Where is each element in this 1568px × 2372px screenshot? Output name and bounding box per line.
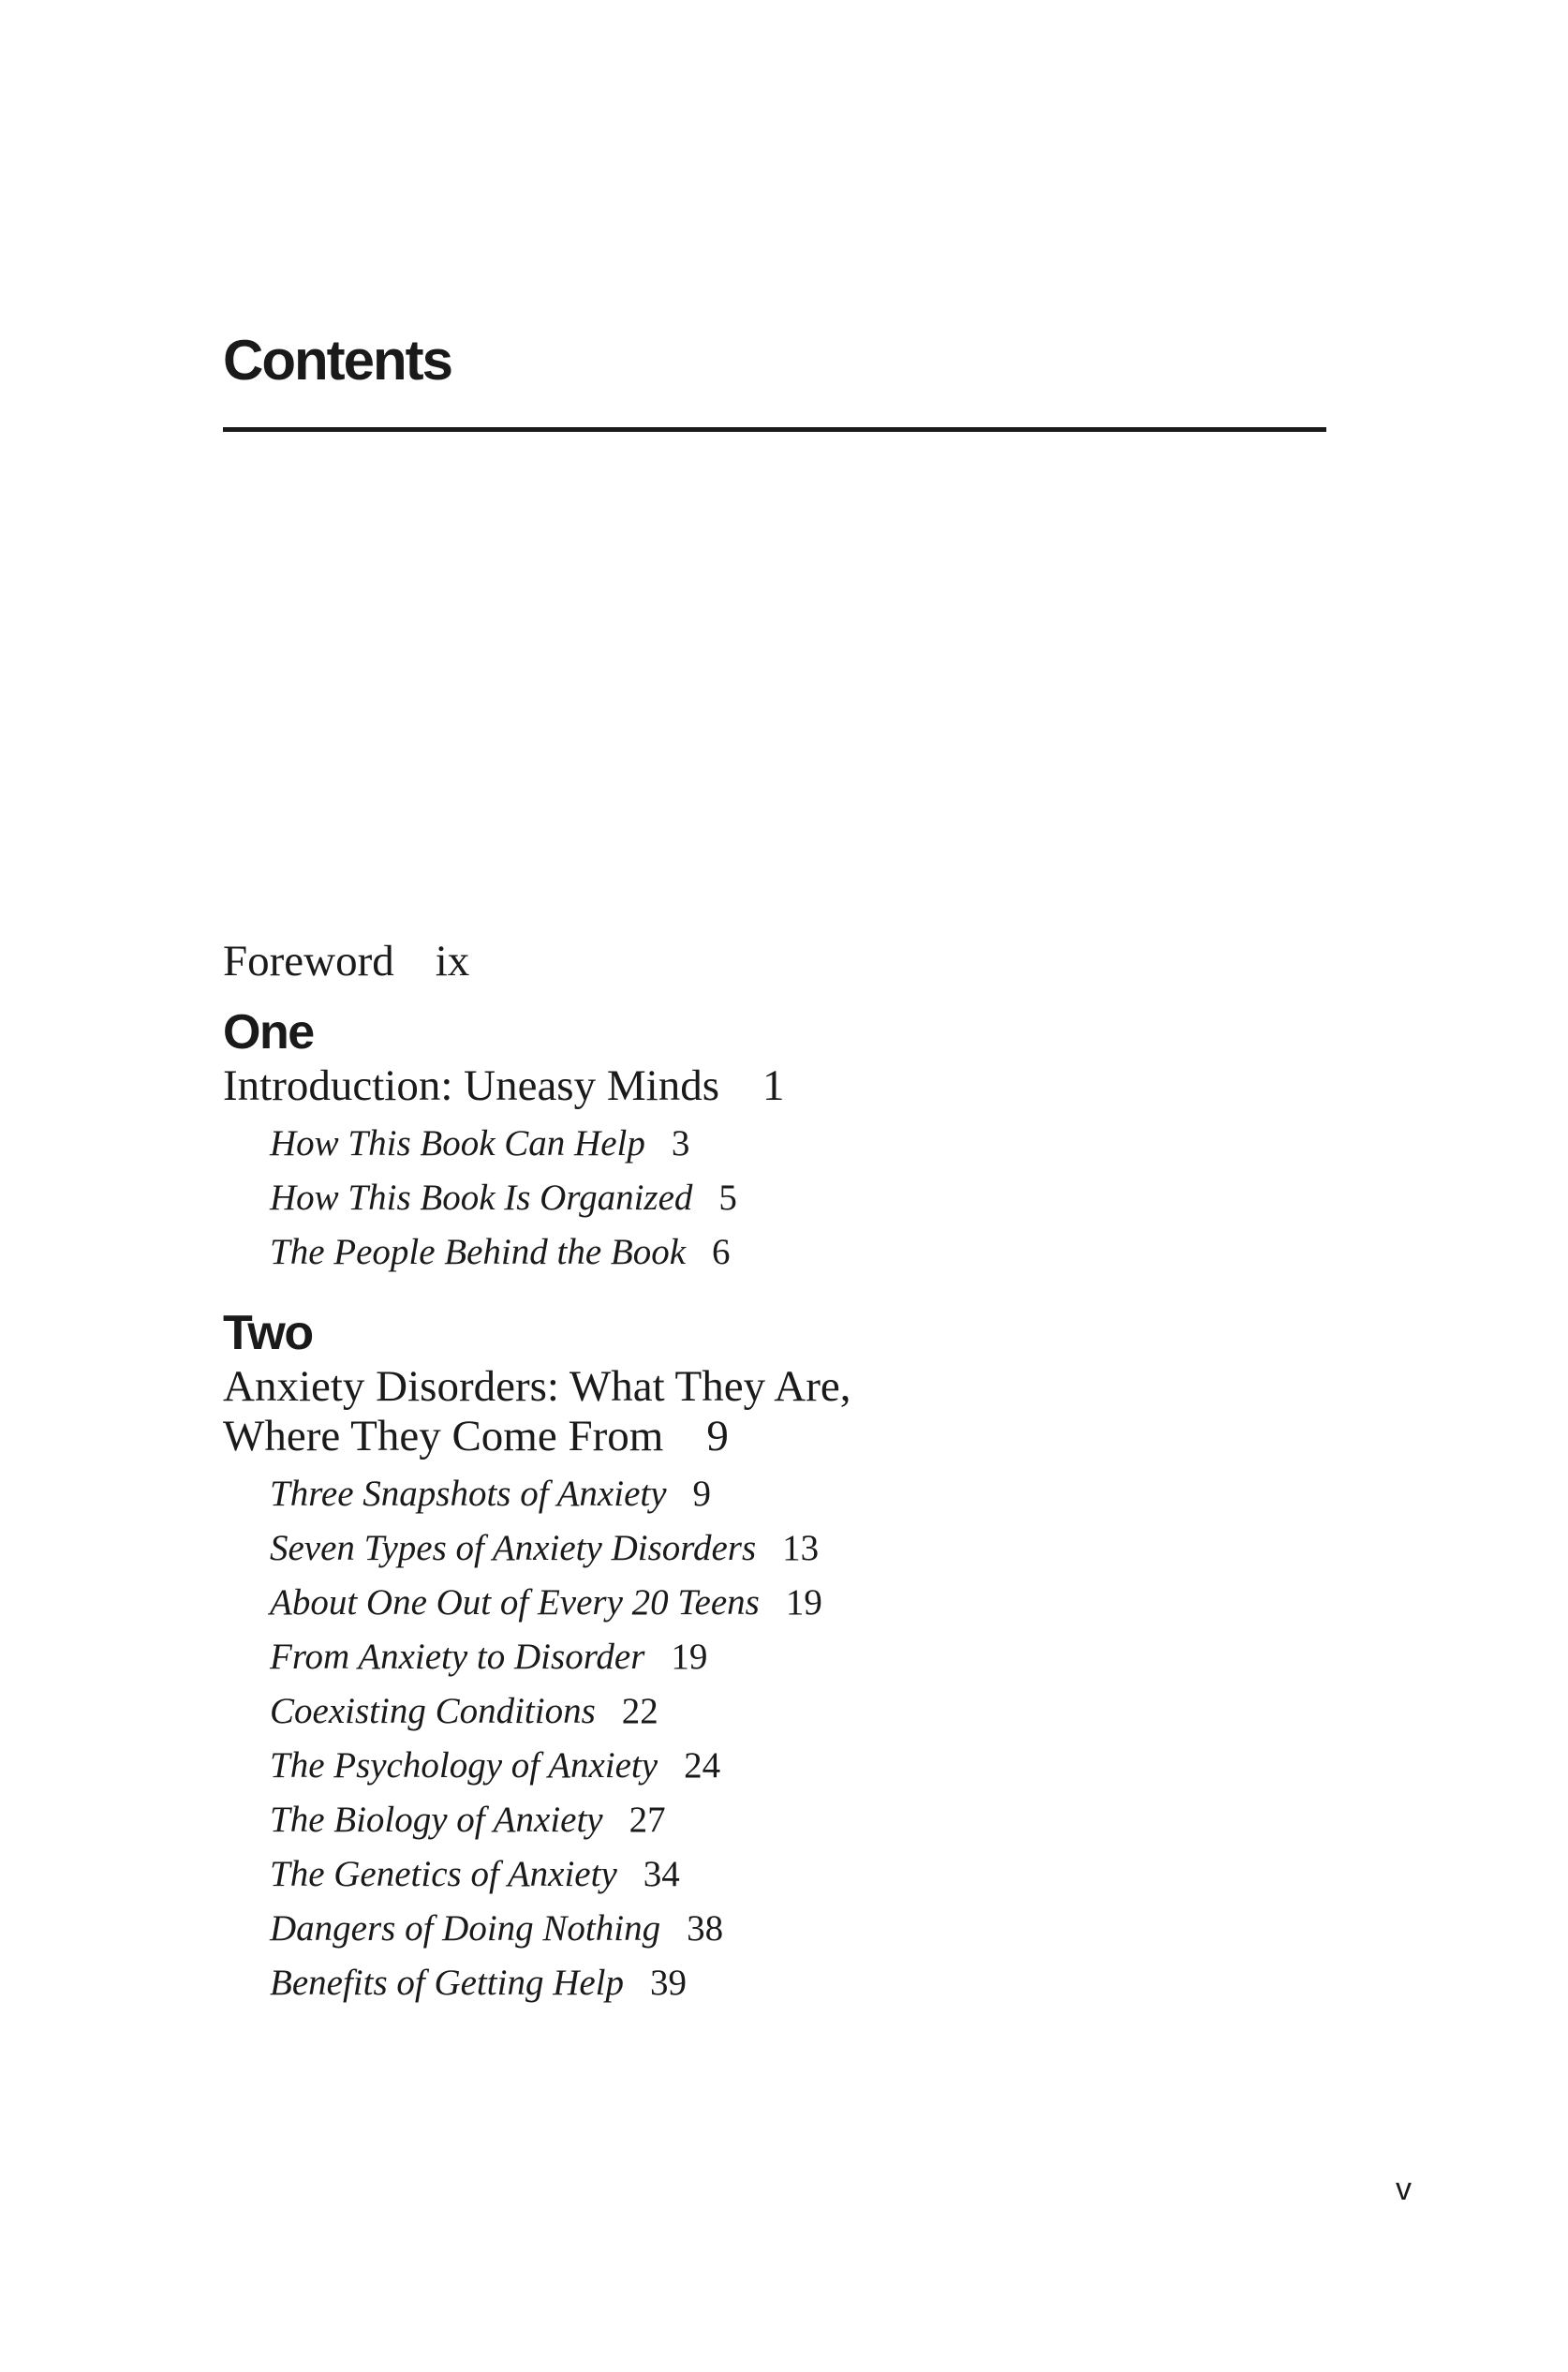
toc-section-label: Coexisting Conditions <box>270 1691 596 1731</box>
toc-section-page: 5 <box>718 1178 737 1218</box>
toc-entry-label: Foreword <box>223 937 394 986</box>
toc-section-label: Seven Types of Anxiety Disorders <box>270 1528 757 1568</box>
toc-section-page: 9 <box>692 1474 712 1514</box>
toc-section[interactable] <box>223 1739 1347 1793</box>
toc-section-page: 19 <box>671 1637 708 1677</box>
toc-section-label: Benefits of Getting Help <box>270 1963 625 2003</box>
chapter-title-line: Introduction: Uneasy Minds <box>223 1061 719 1110</box>
toc-section[interactable] <box>223 1576 1347 1630</box>
toc-section-page: 19 <box>785 1582 822 1623</box>
toc-section-label: The Genetics of Anxiety <box>270 1854 617 1894</box>
page-number: v <box>1396 2172 1412 2207</box>
toc-section[interactable] <box>223 1793 1347 1847</box>
toc-section-page: 22 <box>621 1691 658 1731</box>
toc-entry-page: ix <box>435 937 470 986</box>
toc-section-label: How This Book Can Help <box>270 1123 645 1164</box>
toc-section[interactable] <box>223 1902 1347 1956</box>
toc-section-page: 39 <box>650 1963 688 2003</box>
toc-section-label: The Biology of Anxiety <box>270 1800 603 1840</box>
toc-section[interactable] <box>223 1956 1347 2010</box>
toc-section[interactable] <box>223 1117 1347 1171</box>
chapter-label-two: Two <box>223 1306 313 1360</box>
table-of-contents <box>223 937 1347 2010</box>
chapter-page: 1 <box>762 1061 785 1110</box>
toc-section[interactable] <box>223 1171 1347 1225</box>
toc-section-label: Three Snapshots of Anxiety <box>270 1474 667 1514</box>
toc-entry-foreword[interactable] <box>223 937 1347 986</box>
toc-section-label: The People Behind the Book <box>270 1232 687 1272</box>
toc-section-label: About One Out of Every 20 Teens <box>270 1582 760 1623</box>
toc-section-label: Dangers of Doing Nothing <box>270 1908 661 1949</box>
toc-section-label: From Anxiety to Disorder <box>270 1637 645 1677</box>
toc-section[interactable] <box>223 1467 1347 1521</box>
toc-section-page: 38 <box>687 1908 724 1949</box>
toc-section-page: 34 <box>643 1854 680 1894</box>
chapter-title-line: Anxiety Disorders: What They Are, <box>223 1362 851 1411</box>
chapter-page: 9 <box>706 1412 729 1460</box>
toc-section-label: The Psychology of Anxiety <box>270 1745 658 1786</box>
toc-section-label: How This Book Is Organized <box>270 1178 693 1218</box>
toc-section-page: 6 <box>712 1232 731 1272</box>
chapter-title-one[interactable] <box>223 1061 1347 1111</box>
toc-section[interactable] <box>223 1521 1347 1576</box>
toc-section[interactable] <box>223 1847 1347 1902</box>
toc-section[interactable] <box>223 1684 1347 1739</box>
toc-section-page: 3 <box>671 1123 690 1164</box>
title-rule <box>223 427 1326 432</box>
page-title: Contents <box>223 329 451 392</box>
chapter-title-line: Where They Come From <box>223 1412 664 1460</box>
chapter-label-one: One <box>223 1005 314 1060</box>
toc-section[interactable] <box>223 1225 1347 1280</box>
toc-section-page: 13 <box>782 1528 820 1568</box>
chapter-spacer <box>223 1280 1347 1297</box>
toc-section-page: 24 <box>684 1745 721 1786</box>
chapter-title-two[interactable] <box>223 1362 1347 1461</box>
toc-section[interactable] <box>223 1630 1347 1684</box>
toc-section-page: 27 <box>629 1800 666 1840</box>
